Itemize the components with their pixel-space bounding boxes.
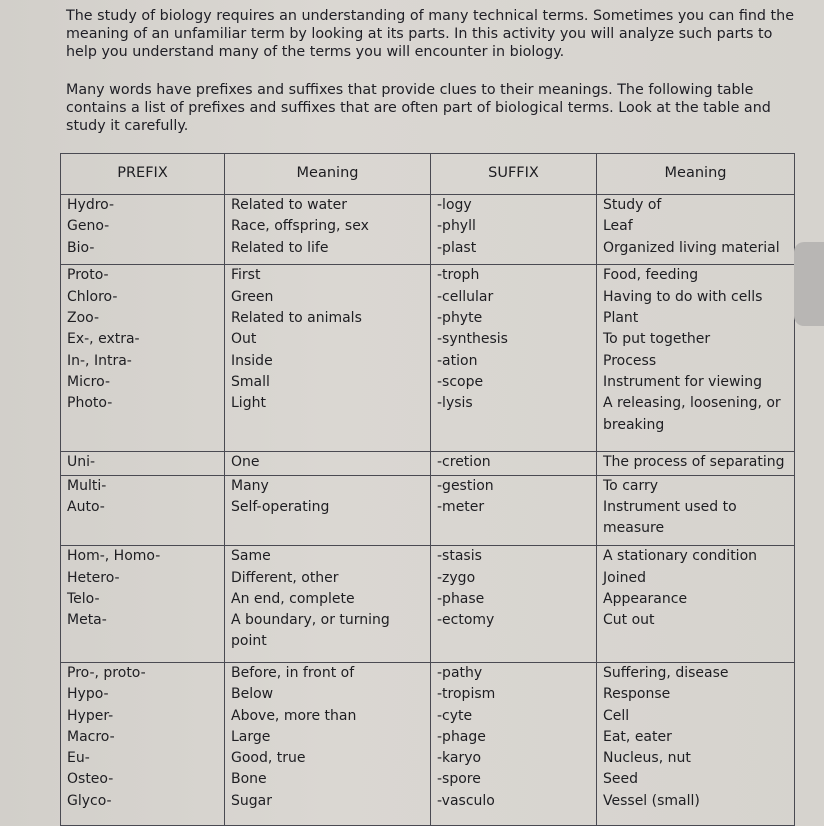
prefix-cell bbox=[61, 195, 225, 265]
term-text: -ectomy bbox=[437, 612, 495, 629]
suffix-cell bbox=[431, 662, 597, 825]
term-text: Ex-, extra- bbox=[67, 331, 140, 348]
term-text: -pathy bbox=[437, 664, 483, 681]
term-text: -cellular bbox=[437, 288, 494, 305]
term-text: Instrument used to bbox=[603, 499, 737, 516]
suffix-cell bbox=[431, 475, 597, 545]
term-text: Cut out bbox=[603, 612, 655, 629]
prefix-meaning-cell bbox=[225, 451, 431, 475]
term-text: Appearance bbox=[603, 590, 688, 607]
prefix-meaning-cell bbox=[225, 265, 431, 451]
term-text: Related to life bbox=[231, 239, 329, 256]
term-text: A stationary condition bbox=[603, 548, 758, 565]
term-text: Above, more than bbox=[231, 707, 357, 724]
term-text: Hetero- bbox=[67, 569, 120, 586]
term-text: Instrument for viewing bbox=[603, 373, 763, 390]
table-row bbox=[61, 265, 795, 451]
term-text: Bone bbox=[231, 771, 267, 788]
term-text: -troph bbox=[437, 267, 480, 284]
prefix-cell bbox=[61, 265, 225, 451]
term-text: Response bbox=[603, 686, 671, 703]
term-text: Small bbox=[231, 373, 270, 390]
term-text: Below bbox=[231, 686, 274, 703]
prefix-meaning-cell bbox=[225, 195, 431, 265]
prefix-cell bbox=[61, 475, 225, 545]
term-text: Plant bbox=[603, 310, 639, 327]
term-text: -vasculo bbox=[437, 792, 495, 809]
term-text: Good, true bbox=[231, 750, 306, 767]
term-text: Geno- bbox=[67, 218, 110, 235]
suffix-meaning-cell bbox=[597, 265, 795, 451]
term-text: breaking bbox=[603, 416, 665, 433]
term-text: -synthesis bbox=[437, 331, 508, 348]
term-text: -phyll bbox=[437, 218, 476, 235]
term-text: An end, complete bbox=[231, 590, 355, 607]
term-text: Auto- bbox=[67, 499, 105, 516]
term-text: Joined bbox=[603, 569, 646, 586]
term-text: Hyper- bbox=[67, 707, 114, 724]
term-text: Many bbox=[231, 477, 269, 494]
table-row bbox=[61, 195, 795, 265]
term-text: A boundary, or turning bbox=[231, 612, 390, 629]
header-prefix-meaning: Meaning bbox=[225, 154, 431, 195]
term-text: To carry bbox=[603, 477, 659, 494]
term-text: Chloro- bbox=[67, 288, 118, 305]
prefix-suffix-table bbox=[60, 153, 795, 826]
suffix-meaning-cell bbox=[597, 475, 795, 545]
term-text: Macro- bbox=[67, 728, 115, 745]
term-text: Study of bbox=[603, 197, 662, 213]
term-text: Seed bbox=[603, 771, 638, 788]
term-text: Multi- bbox=[67, 477, 107, 494]
term-text: -cretion bbox=[437, 453, 491, 470]
term-text: -phage bbox=[437, 728, 486, 745]
side-tab bbox=[794, 242, 824, 326]
suffix-meaning-cell bbox=[597, 451, 795, 475]
term-text: A releasing, loosening, or bbox=[603, 395, 781, 412]
term-text: Process bbox=[603, 352, 657, 369]
intro-paragraph-1: The study of biology requires an understanding of many technical terms. Sometimes you can find the meaning of an unfamiliar term by looking at its parts. In this activity you will analyze such parts to help you understand many of the terms you will encounter in biology. bbox=[66, 8, 795, 60]
table-header-row bbox=[61, 154, 795, 195]
suffix-meaning-cell bbox=[597, 662, 795, 825]
prefix-meaning-cell bbox=[225, 475, 431, 545]
term-text: Large bbox=[231, 728, 271, 745]
term-text: Telo- bbox=[67, 590, 100, 607]
term-text: Micro- bbox=[67, 373, 110, 390]
suffix-cell bbox=[431, 546, 597, 663]
term-text: -spore bbox=[437, 771, 481, 788]
term-text: -phase bbox=[437, 590, 485, 607]
term-text: measure bbox=[603, 520, 665, 537]
intro-paragraph-2: Many words have prefixes and suffixes that provide clues to their meanings. The following table contains a list of prefixes and suffixes that are often part of biological terms. Look at the table and study it carefully. bbox=[66, 82, 771, 134]
header-suffix: SUFFIX bbox=[431, 154, 597, 195]
term-text: Uni- bbox=[67, 453, 96, 470]
term-text: -cyte bbox=[437, 707, 473, 724]
term-text: -gestion bbox=[437, 477, 494, 494]
prefix-cell bbox=[61, 662, 225, 825]
term-text: -logy bbox=[437, 197, 472, 213]
term-text: -karyo bbox=[437, 750, 482, 767]
term-text: -meter bbox=[437, 499, 485, 516]
term-text: Different, other bbox=[231, 569, 339, 586]
term-text: -zygo bbox=[437, 569, 476, 586]
term-text: -plast bbox=[437, 239, 477, 256]
header-suffix-meaning: Meaning bbox=[597, 154, 795, 195]
prefix-cell bbox=[61, 546, 225, 663]
prefix-meaning-cell bbox=[225, 546, 431, 663]
table-row bbox=[61, 475, 795, 545]
term-text: To put together bbox=[603, 331, 711, 348]
prefix-meaning-cell bbox=[225, 662, 431, 825]
term-text: point bbox=[231, 633, 267, 650]
term-text: One bbox=[231, 453, 260, 470]
term-text: Inside bbox=[231, 352, 273, 369]
term-text: Food, feeding bbox=[603, 267, 699, 284]
term-text: Pro-, proto- bbox=[67, 664, 146, 681]
term-text: Before, in front of bbox=[231, 664, 355, 681]
term-text: Osteo- bbox=[67, 771, 114, 788]
term-text: Out bbox=[231, 331, 257, 348]
term-text: Glyco- bbox=[67, 792, 112, 809]
suffix-meaning-cell bbox=[597, 195, 795, 265]
term-text: Sugar bbox=[231, 792, 272, 809]
term-text: Light bbox=[231, 395, 266, 412]
term-text: Eu- bbox=[67, 750, 90, 767]
term-text: Proto- bbox=[67, 267, 109, 284]
term-text: -stasis bbox=[437, 548, 482, 565]
suffix-cell bbox=[431, 265, 597, 451]
term-text: Nucleus, nut bbox=[603, 750, 691, 767]
term-text: The process of separating bbox=[603, 453, 785, 470]
term-text: -lysis bbox=[437, 395, 473, 412]
term-text: Vessel (small) bbox=[603, 792, 700, 809]
term-text: Related to water bbox=[231, 197, 348, 213]
term-text: Self-operating bbox=[231, 499, 330, 516]
term-text: Hom-, Homo- bbox=[67, 548, 161, 565]
table-row bbox=[61, 546, 795, 663]
term-text: Suffering, disease bbox=[603, 664, 729, 681]
term-text: Having to do with cells bbox=[603, 288, 763, 305]
term-text: Same bbox=[231, 548, 271, 565]
term-text: First bbox=[231, 267, 261, 284]
term-text: Cell bbox=[603, 707, 630, 724]
term-text: Photo- bbox=[67, 395, 113, 412]
term-text: Hydro- bbox=[67, 197, 115, 213]
suffix-cell bbox=[431, 195, 597, 265]
term-text: Bio- bbox=[67, 239, 95, 256]
prefix-cell bbox=[61, 451, 225, 475]
term-text: -scope bbox=[437, 373, 484, 390]
term-text: Meta- bbox=[67, 612, 107, 629]
table-row bbox=[61, 451, 795, 475]
suffix-meaning-cell bbox=[597, 546, 795, 663]
term-text: Race, offspring, sex bbox=[231, 218, 369, 235]
term-text: Organized living material bbox=[603, 239, 780, 256]
term-text: Eat, eater bbox=[603, 728, 672, 745]
term-text: -tropism bbox=[437, 686, 496, 703]
term-text: -ation bbox=[437, 352, 478, 369]
term-text: In-, Intra- bbox=[67, 352, 132, 369]
table-body bbox=[61, 195, 795, 826]
table-row bbox=[61, 662, 795, 825]
header-prefix: PREFIX bbox=[61, 154, 225, 195]
suffix-cell bbox=[431, 451, 597, 475]
term-text: Leaf bbox=[603, 218, 633, 235]
term-text: Related to animals bbox=[231, 310, 362, 327]
term-text: Hypo- bbox=[67, 686, 109, 703]
term-text: Zoo- bbox=[67, 310, 100, 327]
term-text: Green bbox=[231, 288, 274, 305]
term-text: -phyte bbox=[437, 310, 483, 327]
